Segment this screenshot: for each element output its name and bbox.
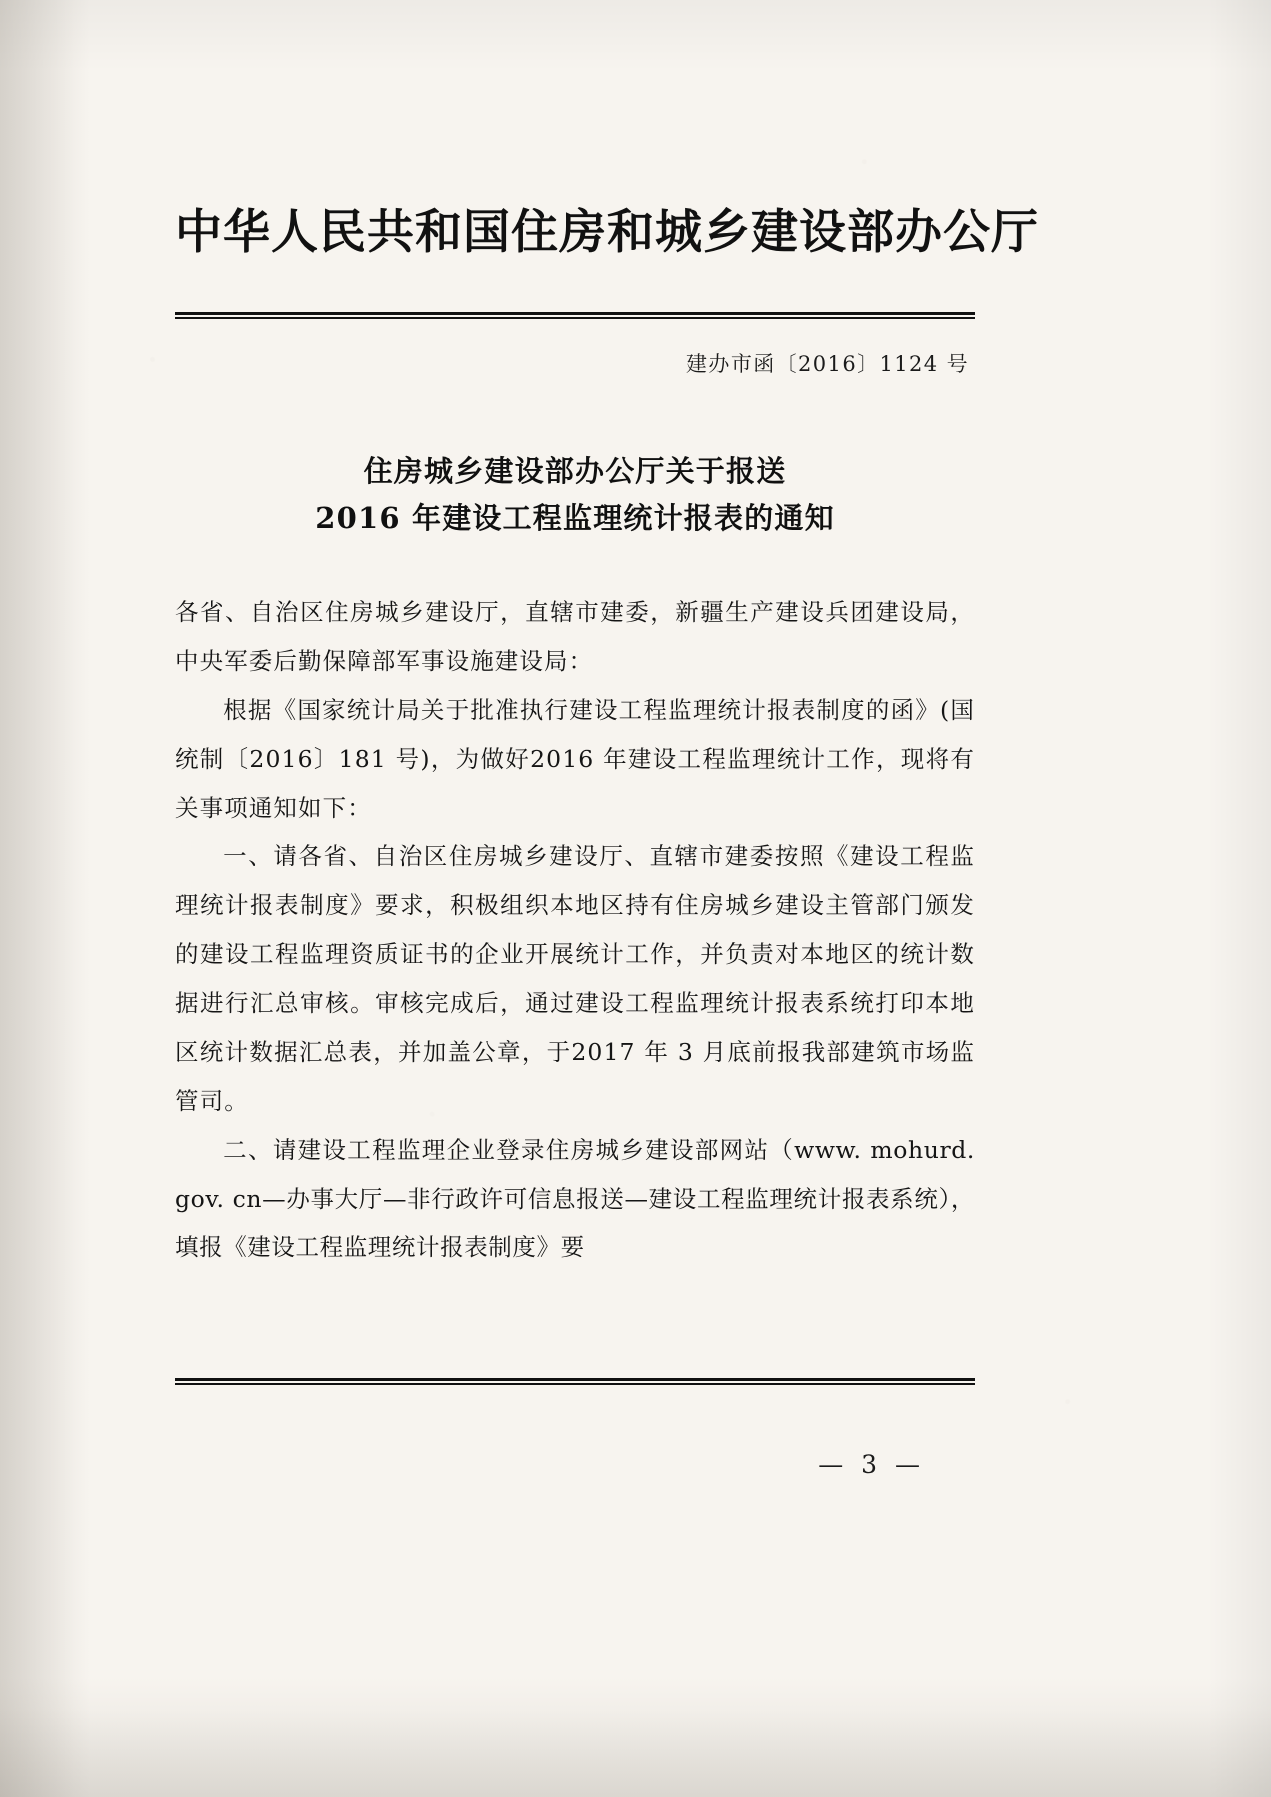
header-divider-rule	[175, 312, 975, 319]
body-paragraph-item-1: 一、请各省、自治区住房城乡建设厅、直辖市建委按照《建设工程监理统计报表制度》要求，积极组织本地区持有住房城乡建设主管部门颁发的建设工程监理资质证书的企业开展统计工作，并负责对本地区的统计数据进行汇总审核。审核完成后，通过建设工程监理统计报表系统打印本地区统计数据汇总表，并加盖公章，于2017 年 3 月底前报我部建筑市场监管司。	[175, 842, 975, 1115]
issuing-authority-title: 中华人民共和国住房和城乡建设部办公厅	[175, 205, 1039, 260]
page-title-line-2: 2016 年建设工程监理统计报表的通知	[315, 500, 835, 535]
addressee-paragraph: 各省、自治区住房城乡建设厅，直辖市建委，新疆生产建设兵团建设局，中央军委后勤保障部军事设施建设局：	[175, 598, 975, 675]
page-number: — 3 —	[818, 1450, 925, 1479]
document-body	[175, 588, 975, 1272]
page-title	[175, 448, 975, 542]
body-paragraph-basis: 根据《国家统计局关于批准执行建设工程监理统计报表制度的函》(国统制〔2016〕181 号)，为做好2016 年建设工程监理统计工作，现将有关事项通知如下：	[175, 695, 975, 822]
document-number: 建办市函〔2016〕1124 号	[686, 352, 969, 376]
masthead	[175, 205, 1039, 260]
page-title-line-1: 住房城乡建设部办公厅关于报送	[363, 454, 787, 488]
body-paragraph-item-2: 二、请建设工程监理企业登录住房城乡建设部网站（www. mohurd. gov. cn—办事大厅—非行政许可信息报送—建设工程监理统计报表系统），填报《建设工程监理统计报表制度》要	[175, 1135, 975, 1262]
footer-divider-rule	[175, 1378, 975, 1385]
document-content	[175, 0, 1039, 1797]
scan-edge-shadow-left	[0, 0, 90, 1797]
